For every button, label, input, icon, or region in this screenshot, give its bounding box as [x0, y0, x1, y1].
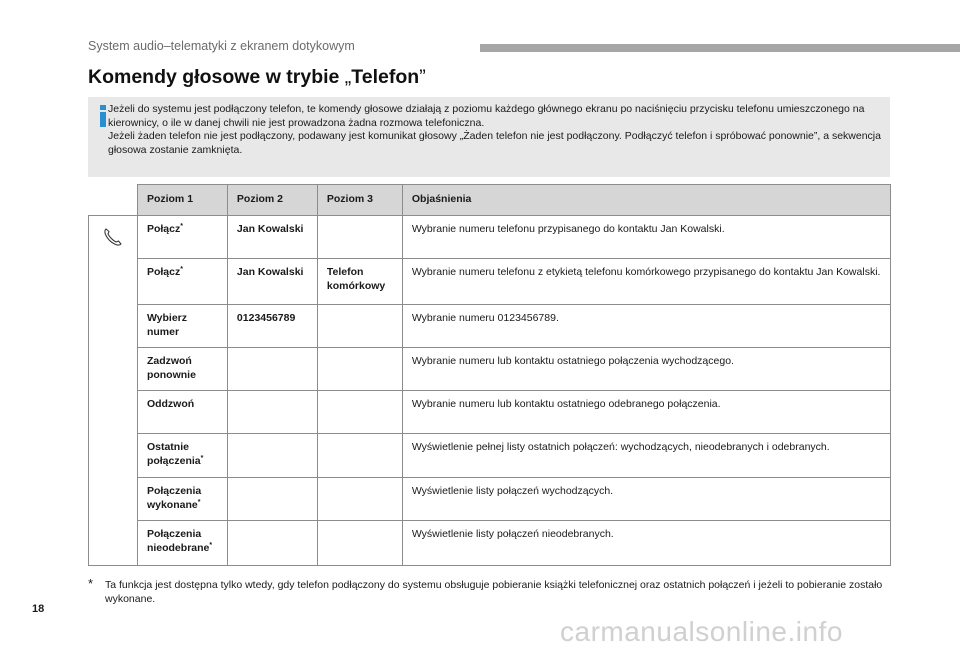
level-2-cell [227, 434, 317, 478]
explanation-cell: Wyświetlenie listy połączeń wychodzących. [402, 478, 890, 521]
level-3-cell [317, 348, 402, 391]
table-header-blank [89, 185, 138, 216]
level-3-cell [317, 478, 402, 521]
level-3-cell [317, 521, 402, 566]
explanation-cell: Wybranie numeru lub kontaktu ostatniego połączenia wychodzącego. [402, 348, 890, 391]
level-1-cell: Zadzwoń ponownie [137, 348, 227, 391]
phone-icon-cell [89, 216, 138, 566]
level-3-cell [317, 216, 402, 259]
level-2-cell [227, 478, 317, 521]
footnote-mark: * [88, 576, 94, 591]
table-row [89, 348, 891, 391]
level-1-cell: Połącz* [137, 259, 227, 305]
explanation-cell: Wyświetlenie pełnej listy ostatnich połączeń: wychodzących, nieodebranych i odebranych. [402, 434, 890, 478]
phone-icon [102, 226, 124, 248]
level-1-cell: Ostatnie połączenia* [137, 434, 227, 478]
table-row [89, 478, 891, 521]
level-3-cell: Telefon komórkowy [317, 259, 402, 305]
level-2-cell: Jan Kowalski [227, 259, 317, 305]
table-header-row [89, 185, 891, 216]
table-header-explanation: Objaśnienia [402, 185, 890, 216]
watermark: carmanualsonline.info [560, 616, 843, 647]
table-row [89, 216, 891, 259]
page-title [88, 66, 426, 89]
explanation-cell: Wybranie numeru lub kontaktu ostatniego odebranego połączenia. [402, 391, 890, 434]
table-row [89, 305, 891, 348]
info-text [108, 103, 888, 157]
page-title-quoted: Telefon [351, 66, 420, 88]
level-3-cell [317, 434, 402, 478]
info-icon-glyph [98, 105, 108, 127]
level-1-cell: Połączenia nieodebrane* [137, 521, 227, 566]
level-1-cell: Wybierz numer [137, 305, 227, 348]
explanation-cell: Wybranie numeru telefonu z etykietą telefonu komórkowego przypisanego do kontaktu Jan Kowalski. [402, 259, 890, 305]
level-1-cell: Połącz* [137, 216, 227, 259]
page-title-main: Komendy głosowe w trybie [88, 66, 345, 88]
explanation-cell: Wybranie numeru telefonu przypisanego do kontaktu Jan Kowalski. [402, 216, 890, 259]
table-row [89, 521, 891, 566]
level-2-cell [227, 521, 317, 566]
page-title-quote-open: „ [344, 66, 352, 88]
level-2-cell: 0123456789 [227, 305, 317, 348]
level-2-cell [227, 348, 317, 391]
voice-commands-table [88, 184, 891, 566]
level-1-cell: Oddzwoń [137, 391, 227, 434]
table-header-level-1: Poziom 1 [137, 185, 227, 216]
level-2-cell: Jan Kowalski [227, 216, 317, 259]
footnote-text: Ta funkcja jest dostępna tylko wtedy, gdy telefon podłączony do systemu obsługuje pobieranie książki telefonicznej oraz ostatnich połączeń i jeżeli to pobieranie zostało wykonane. [105, 579, 883, 605]
level-3-cell [317, 391, 402, 434]
table-header-level-3: Poziom 3 [317, 185, 402, 216]
level-1-cell: Połączenia wykonane* [137, 478, 227, 521]
info-box [88, 97, 890, 177]
level-3-cell [317, 305, 402, 348]
page-number: 18 [32, 603, 45, 615]
header-bar [480, 44, 960, 52]
level-2-cell [227, 391, 317, 434]
table-row [89, 434, 891, 478]
explanation-cell: Wyświetlenie listy połączeń nieodebranych. [402, 521, 890, 566]
page-title-quote-close: ” [419, 66, 426, 88]
info-paragraph-2: Jeżeli żaden telefon nie jest podłączony, podawany jest komunikat głosowy „Żaden telefon nie jest podłączony. Podłączyć telefon i spróbować ponownie”, a sekwencja głosowa zostanie zamknięta. [108, 130, 881, 156]
table-row [89, 391, 891, 434]
explanation-cell: Wybranie numeru 0123456789. [402, 305, 890, 348]
table-row [89, 259, 891, 305]
table-header-level-2: Poziom 2 [227, 185, 317, 216]
info-icon [98, 105, 108, 127]
info-paragraph-1: Jeżeli do systemu jest podłączony telefon, te komendy głosowe działają z poziomu każdego głównego ekranu po naciśnięciu przycisku telefonu umieszczonego na kierownicy, o ile w danej chwili nie jest prowadzona żadna rozmowa telefoniczna. [108, 103, 865, 129]
section-title: System audio–telematyki z ekranem dotykowym [88, 39, 355, 53]
